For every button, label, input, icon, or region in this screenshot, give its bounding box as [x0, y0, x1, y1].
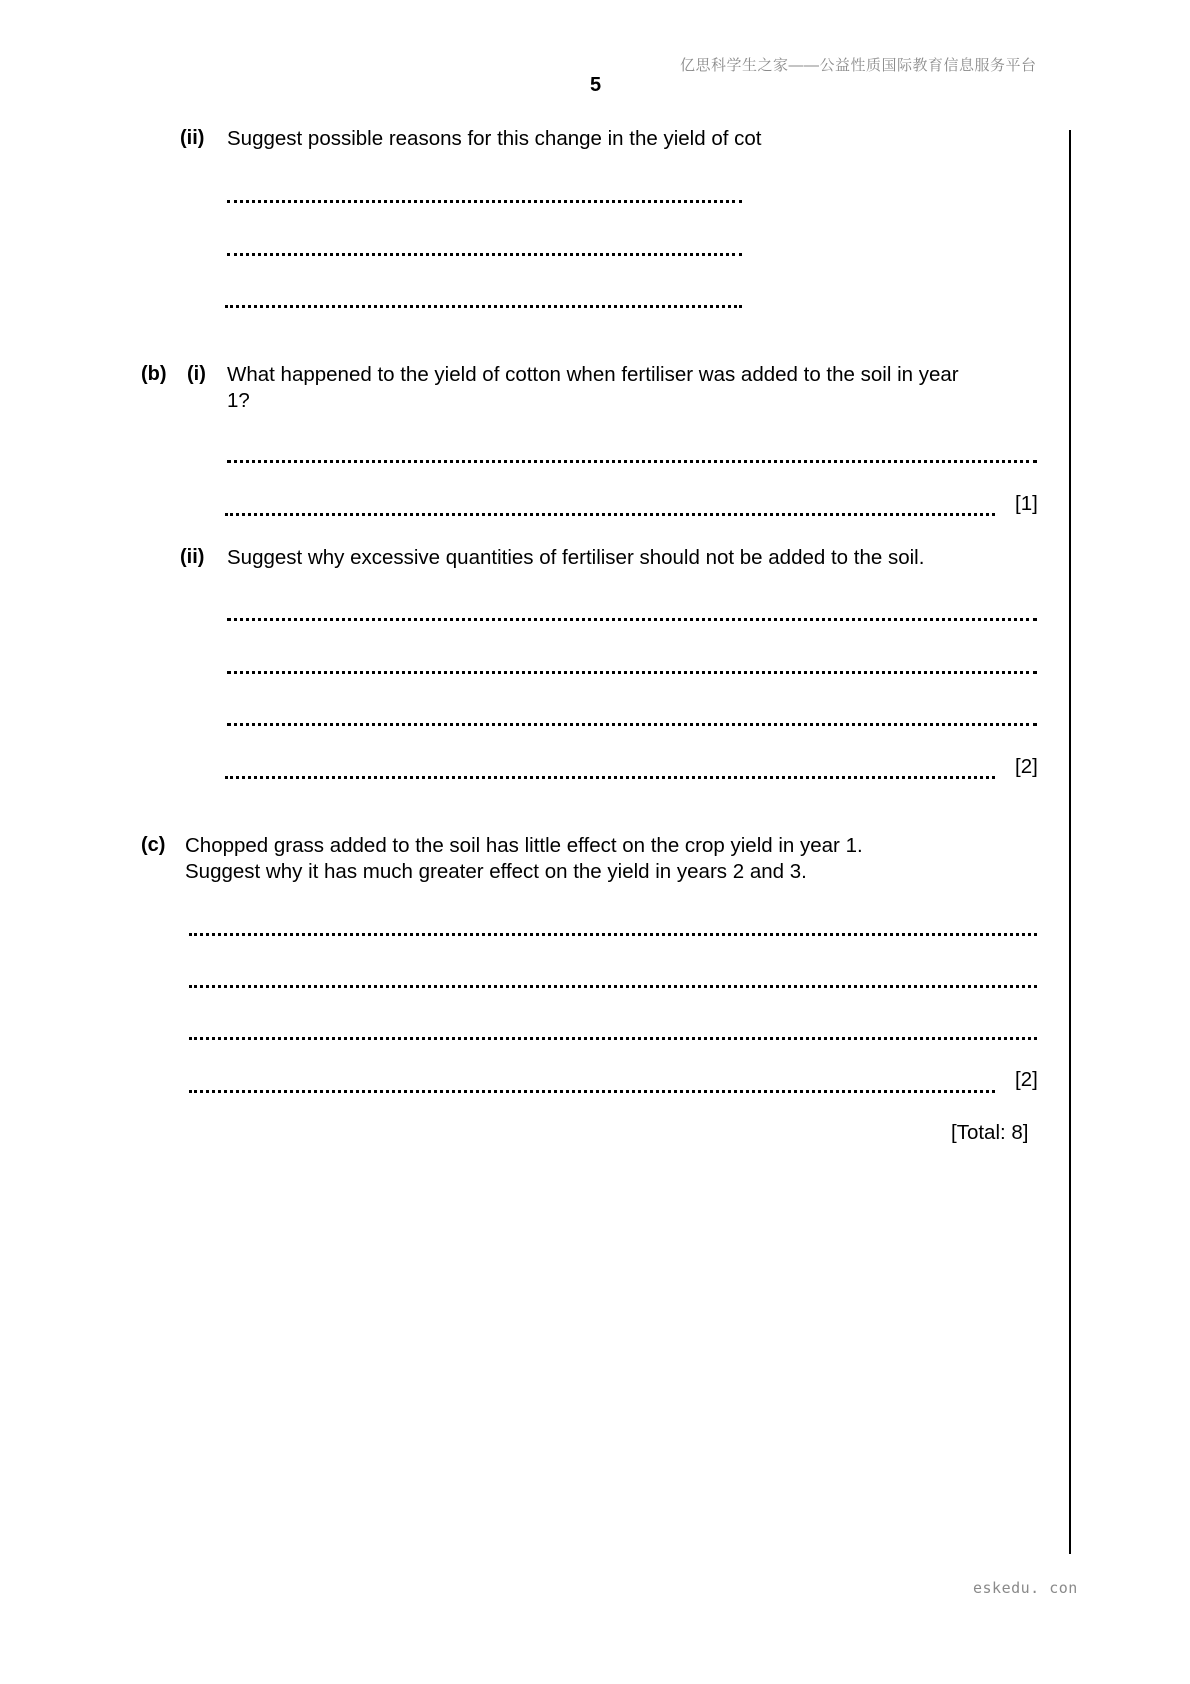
mark-allocation: [2] [1015, 755, 1038, 778]
page-number: 5 [590, 74, 602, 96]
question-b-label: (b) [141, 363, 167, 385]
mark-allocation: [1] [1015, 492, 1038, 515]
answer-line[interactable] [227, 253, 742, 256]
question-b-i-label: (i) [187, 363, 206, 385]
answer-line[interactable] [225, 305, 742, 308]
answer-line[interactable] [227, 723, 1037, 726]
question-c-label: (c) [141, 834, 166, 856]
footer-site: eskedu. con [973, 1579, 1078, 1597]
answer-line[interactable] [227, 671, 1037, 674]
answer-line[interactable] [189, 933, 1037, 936]
question-c-text-line1: Chopped grass added to the soil has little effect on the crop yield in year 1. [185, 834, 863, 857]
answer-line[interactable] [189, 1090, 995, 1093]
question-b-ii-label: (ii) [180, 546, 205, 568]
question-a-ii-label: (ii) [180, 127, 205, 149]
question-b-i-text: What happened to the yield of cotton when fertiliser was added to the soil in year 1? [227, 363, 959, 412]
question-c-text-line2: Suggest why it has much greater effect on the yield in years 2 and 3. [185, 860, 807, 883]
answer-line[interactable] [189, 1037, 1037, 1040]
answer-line[interactable] [227, 460, 1037, 463]
header-site-note: 亿思科学生之家——公益性质国际教育信息服务平台 [680, 57, 1037, 74]
answer-line[interactable] [225, 776, 995, 779]
answer-line[interactable] [189, 985, 1037, 988]
answer-line[interactable] [225, 513, 995, 516]
margin-rule [1069, 130, 1071, 1554]
question-a-ii-text: Suggest possible reasons for this change in the yield of cot [227, 127, 762, 150]
answer-line[interactable] [227, 618, 1037, 621]
mark-allocation: [2] [1015, 1068, 1038, 1091]
answer-line[interactable] [227, 200, 742, 203]
total-marks: [Total: 8] [951, 1121, 1029, 1144]
question-b-ii-text: Suggest why excessive quantities of fertiliser should not be added to the soil. [227, 546, 925, 569]
